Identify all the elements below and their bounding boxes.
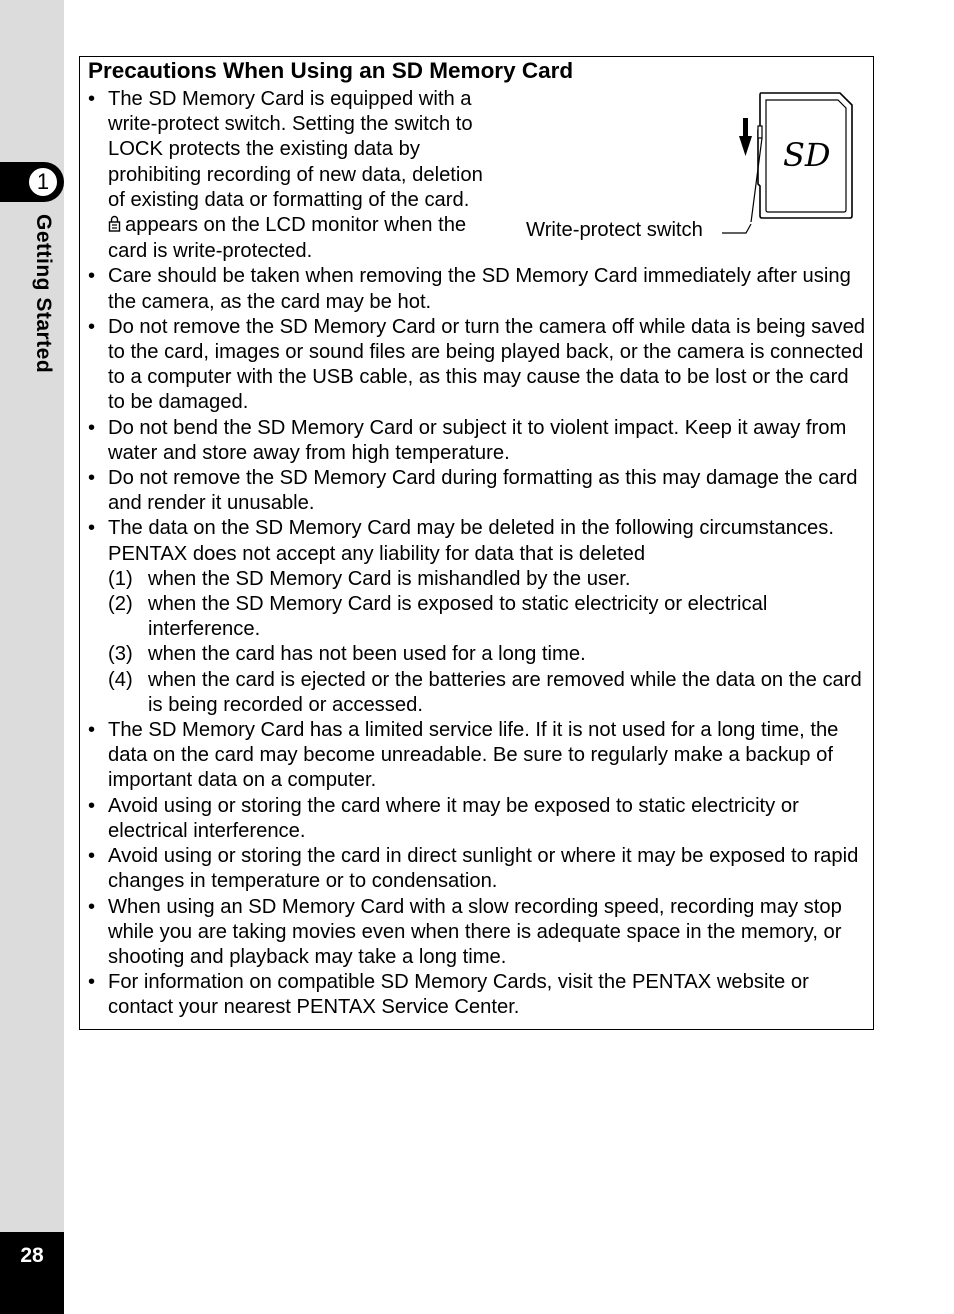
item-text: when the card is ejected or the batteries are removed while the data on the card is being recorded or accessed. [148,668,862,716]
bullet-text: appears on the LCD monitor when the card is write-protected. [108,214,467,263]
list-item: • Do not remove the SD Memory Card during formatting as this may damage the card and render it unusable. [88,466,866,516]
list-item [88,87,503,264]
item-number: (2) [108,593,133,616]
numbered-item [108,592,866,642]
write-protect-switch-label: Write-protect switch [526,219,703,241]
numbered-item [108,567,866,592]
numbered-item [108,642,866,667]
list-item: • When using an SD Memory Card with a slow recording speed, recording may stop while you are taking movies even when there is adequate space in the memory, or shooting and playback may take a long time. [88,895,866,971]
item-text: when the SD Memory Card is exposed to static electricity or electrical interference. [148,593,768,641]
sd-card-illustration [738,90,858,222]
list-item: • Avoid using or storing the card where it may be exposed to static electricity or electrical interference. [88,794,866,844]
sd-logo: SD [783,136,831,174]
page-number: 28 [20,1244,44,1267]
list-item: • Do not remove the SD Memory Card or turn the camera off while data is being saved to the card, images or sound files are being played back, or the camera is connected to a computer with the USB cable, as this may cause the data to be lost or the card to be damaged. [88,315,866,416]
list-item: • Do not bend the SD Memory Card or subject it to violent impact. Keep it away from water and store away from high temperature. [88,416,866,466]
list-item: • Avoid using or storing the card in direct sunlight or where it may be exposed to rapid changes in temperature or to condensation. [88,844,866,894]
item-text: when the SD Memory Card is mishandled by the user. [148,567,631,590]
numbered-item [108,668,866,718]
leader-line [720,222,752,238]
bullet-text: The data on the SD Memory Card may be deleted in the following circumstances. PENTAX does not accept any liability for data that is deleted [108,517,834,565]
item-number: (4) [108,668,133,691]
item-text: when the card has not been used for a long time. [148,643,586,666]
list-item [88,516,866,718]
list-item: • Care should be taken when removing the SD Memory Card immediately after using the camera, as the card may be hot. [88,264,866,314]
bullet-text: The SD Memory Card is equipped with a write-protect switch. Setting the switch to LOCK protects the existing data by prohibiting recording of new data, deletion of existing data or formatting of the card. [108,88,483,211]
deletion-circumstances-list [108,567,866,718]
item-number: (3) [108,643,133,666]
list-item: • The SD Memory Card has a limited service life. If it is not used for a long time, the data on the card may become unreadable. Be sure to regularly make a backup of important data on a computer. [88,718,866,794]
item-number: (1) [108,567,133,590]
lock-icon [108,214,121,239]
section-title: Precautions When Using an SD Memory Card [88,58,574,83]
chapter-title: Getting Started [32,214,55,374]
list-item: • For information on compatible SD Memory Cards, visit the PENTAX website or contact your nearest PENTAX Service Center. [88,970,866,1020]
chapter-number: 1 [27,166,59,198]
